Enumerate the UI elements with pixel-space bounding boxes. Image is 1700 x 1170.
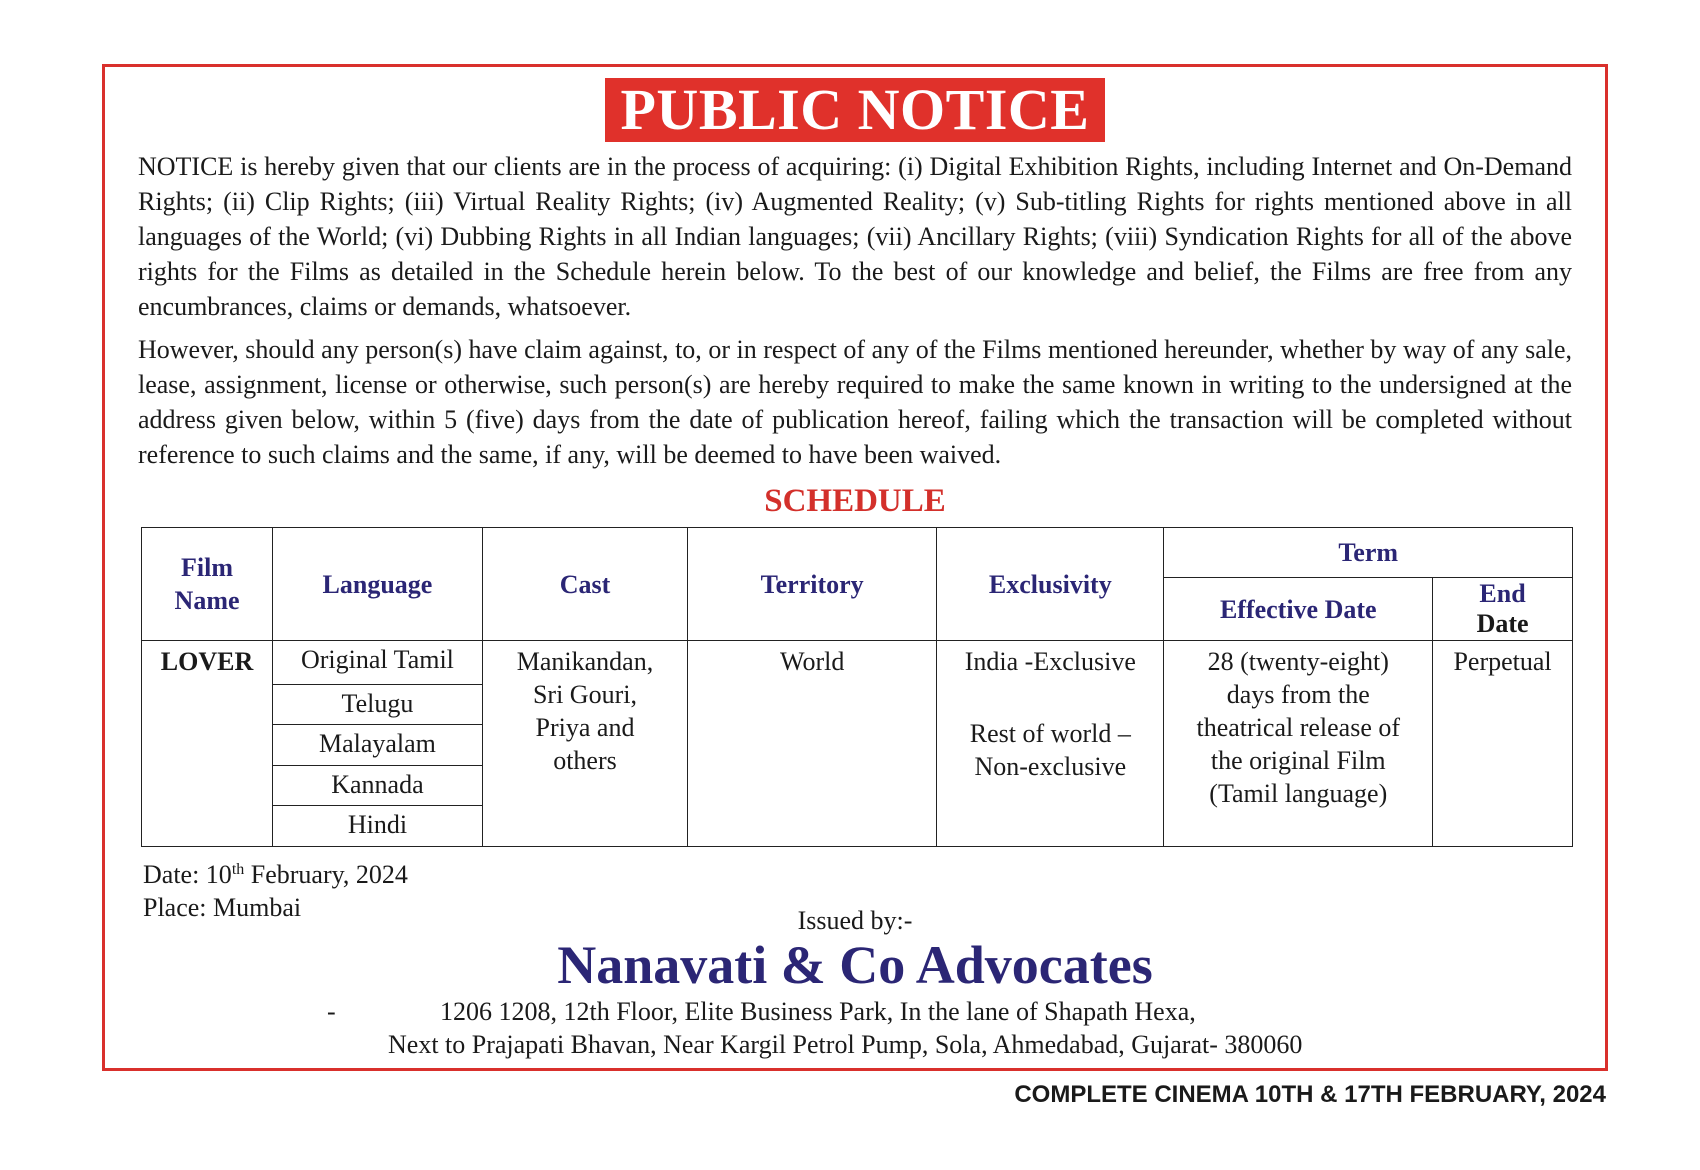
effective-date-line-1: 28 (twenty-eight) [1207, 647, 1389, 677]
header-territory: Territory [688, 528, 937, 641]
address-line-1: 1206 1208, 12th Floor, Elite Business Park, In the lane of Shapath Hexa, [440, 997, 1196, 1026]
exclusivity-line-1: India -Exclusive [964, 647, 1136, 677]
notice-place: Place: Mumbai [143, 893, 302, 922]
date-superscript: th [231, 861, 245, 878]
header-language: Language [273, 528, 483, 641]
notice-frame [102, 64, 1608, 1071]
language-cell-4: Kannada [273, 765, 483, 806]
header-film-name-line-2: Name [174, 586, 240, 616]
territory-cell: World [688, 641, 937, 847]
exclusivity-spacer [937, 678, 1163, 717]
header-end-date-line-1: End [1479, 579, 1526, 609]
effective-date-line-4: the original Film [1210, 746, 1386, 776]
notice-paragraph-1: NOTICE is hereby given that our clients are in the process of acquiring: (i) Digital Exhibition Rights, including Internet and On-Demand Rights; (ii) Clip Rights; (iii) Virtual Reality Rights; (iv) Augmented Reality; (v) Sub-titling Rights for rights mentioned above in all languages of the World; (vi) Dubbing Rights in all Indian languages; (vii) Ancillary Rights; (viii) Syndication Rights for all of the above rights for the Films as detailed in the Schedule herein below. To the best of our knowledge and belief, the Films are free from any encumbrances, claims or demands, whatsoever. [138, 152, 1572, 321]
language-cell-5: Hindi [273, 806, 483, 847]
exclusivity-line-3: Non-exclusive [974, 752, 1127, 782]
schedule-table [141, 527, 1573, 847]
cast-line-3: Priya and [535, 713, 635, 743]
effective-date-line-3: theatrical release of [1196, 713, 1401, 743]
effective-date-line-5: (Tamil language) [1209, 779, 1388, 809]
notice-paragraph-2: However, should any person(s) have claim against, to, or in respect of any of the Films mentioned hereunder, whether by way of any sale, lease, assignment, license or otherwise, such person(s) are hereby required to make the same known in writing to the undersigned at the address given below, within 5 (five) days from the date of publication hereof, failing which the transaction will be completed without reference to such claims and the same, if any, will be deemed to have been waived. [138, 335, 1572, 469]
issued-by: Issued by:- [797, 906, 913, 935]
cast-line-1: Manikandan, [516, 647, 654, 677]
language-cell-2: Telugu [273, 684, 483, 725]
header-exclusivity: Exclusivity [937, 528, 1164, 641]
table-row [142, 641, 1573, 685]
cast-line-4: others [553, 746, 617, 776]
title-wrap [105, 78, 1605, 142]
effective-date-line-2: days from the [1226, 680, 1370, 710]
notice-date [143, 858, 408, 891]
schedule-heading: SCHEDULE [764, 483, 946, 519]
header-cast: Cast [482, 528, 687, 641]
exclusivity-cell [937, 641, 1164, 847]
header-film-name-line-1: Film [181, 553, 234, 583]
header-row-1 [142, 528, 1573, 578]
header-end-date [1433, 577, 1573, 640]
address-dash: - [327, 997, 336, 1026]
language-cell-1: Original Tamil [273, 641, 483, 685]
date-prefix: Date: 10 [143, 860, 232, 889]
header-effective-date: Effective Date [1164, 577, 1433, 640]
address-line-2: Next to Prajapati Bhavan, Near Kargil Petrol Pump, Sola, Ahmedabad, Gujarat- 380060 [388, 1030, 1303, 1059]
effective-date-cell [1164, 641, 1433, 847]
cast-line-2: Sri Gouri, [532, 680, 637, 710]
end-date-cell: Perpetual [1433, 641, 1573, 847]
header-end-date-line-2: Date [1476, 609, 1529, 639]
header-film-name [142, 528, 273, 641]
cast-cell [482, 641, 687, 847]
exclusivity-line-2: Rest of world – [969, 719, 1131, 749]
publication-line: COMPLETE CINEMA 10TH & 17TH FEBRUARY, 2024 [1014, 1081, 1606, 1108]
firm-name: Nanavati & Co Advocates [557, 935, 1153, 995]
header-term: Term [1164, 528, 1573, 578]
film-name-cell: LOVER [142, 641, 273, 847]
language-cell-3: Malayalam [273, 725, 483, 766]
notice-title: PUBLIC NOTICE [605, 78, 1106, 142]
date-suffix: February, 2024 [244, 860, 408, 889]
